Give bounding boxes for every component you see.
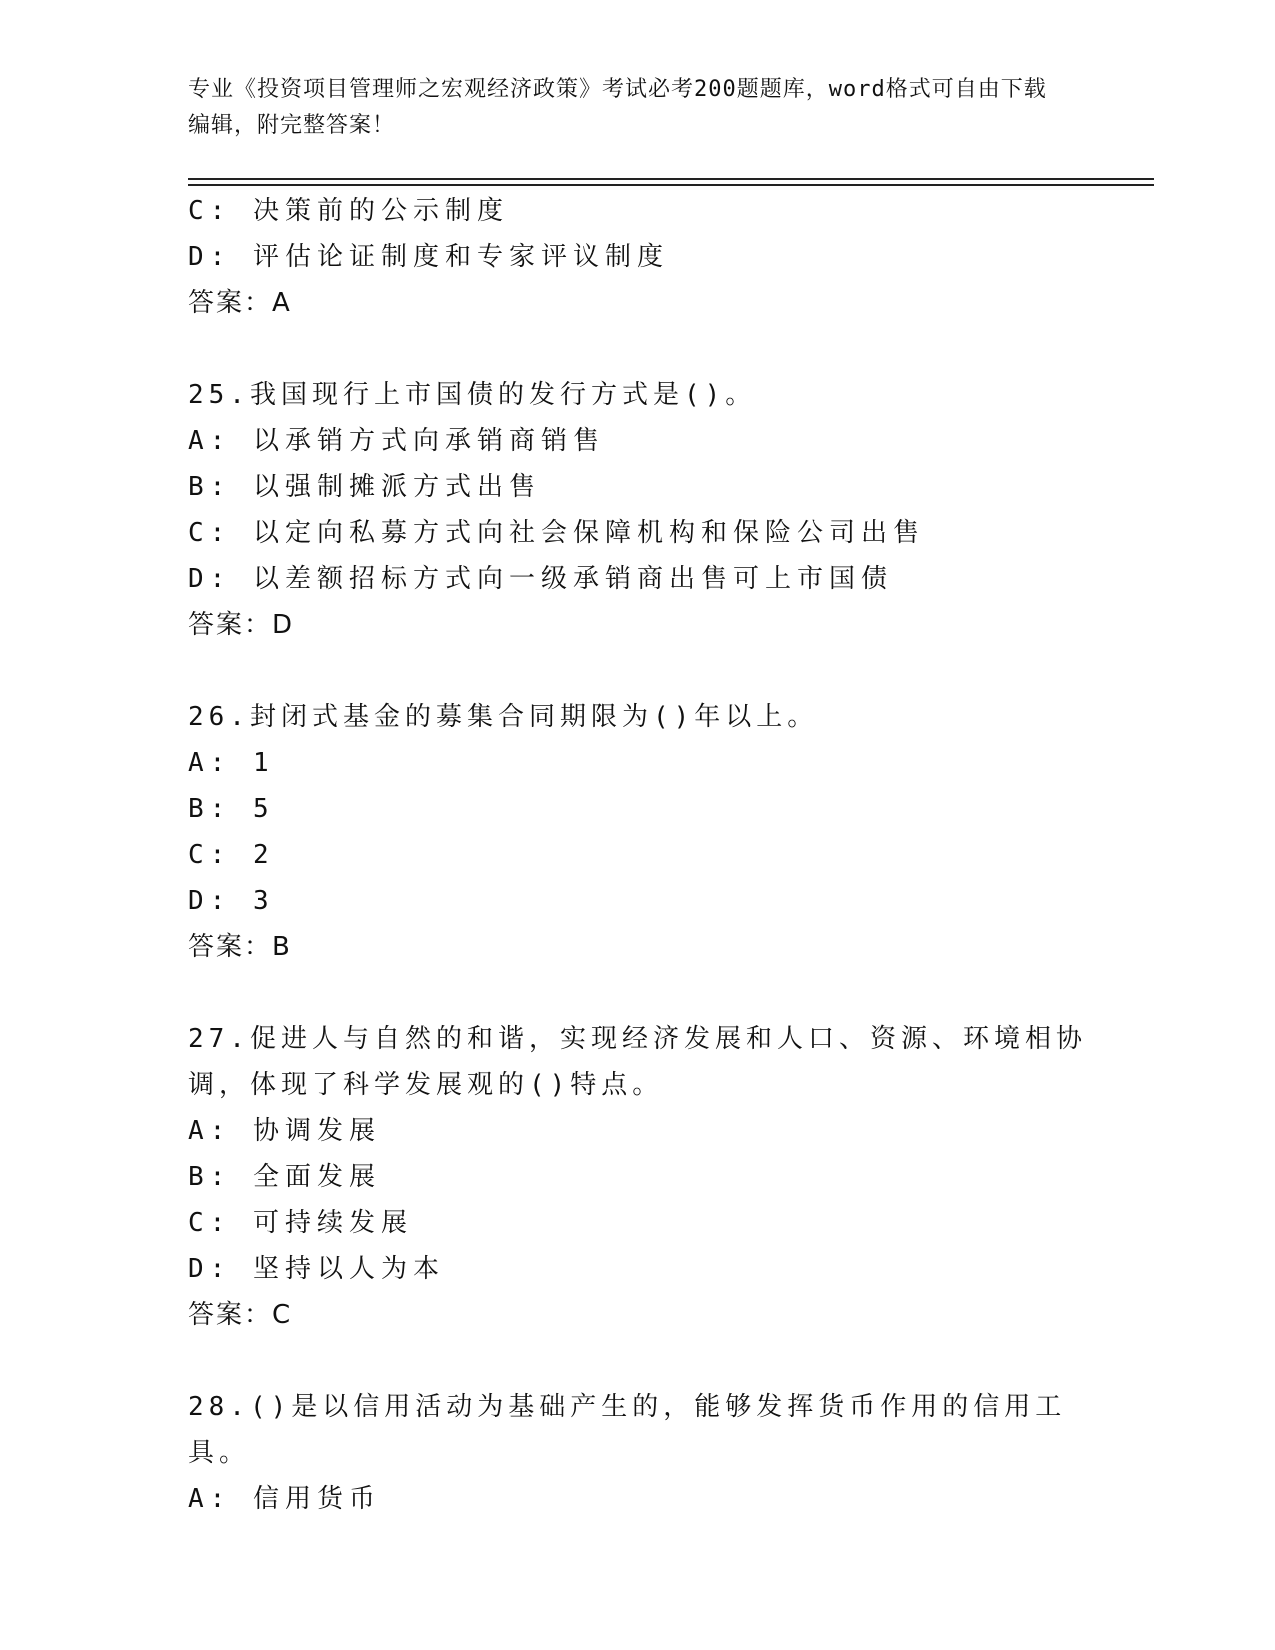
- question-28: [188, 1384, 1148, 1522]
- answer-line: 答案：B: [188, 932, 292, 962]
- spacer: [188, 326, 1148, 372]
- question-26: [188, 694, 1148, 970]
- option-d: D: 评估论证制度和专家评议制度: [188, 242, 669, 272]
- question-25: [188, 372, 1148, 648]
- option-c: C: 2: [188, 840, 275, 870]
- option-d: D: 坚持以人为本: [188, 1254, 445, 1284]
- document-body: [188, 188, 1148, 1522]
- option-d: D: 3: [188, 886, 275, 916]
- option-a: A: 1: [188, 748, 275, 778]
- answer-line: 答案：D: [188, 610, 295, 640]
- option-a: A: 信用货币: [188, 1484, 381, 1514]
- question-stem: 25.我国现行上市国债的发行方式是()。: [188, 380, 757, 410]
- option-b: B: 以强制摊派方式出售: [188, 472, 541, 502]
- answer-line: 答案：C: [188, 1300, 293, 1330]
- option-a: A: 协调发展: [188, 1116, 381, 1146]
- option-b: B: 全面发展: [188, 1162, 381, 1192]
- option-c: C: 以定向私募方式向社会保障机构和保险公司出售: [188, 518, 925, 548]
- question-27: [188, 1016, 1148, 1338]
- spacer: [188, 970, 1148, 1016]
- option-c: C: 可持续发展: [188, 1208, 413, 1238]
- question-stem: 26.封闭式基金的募集合同期限为()年以上。: [188, 702, 819, 732]
- spacer: [188, 648, 1148, 694]
- option-d: D: 以差额招标方式向一级承销商出售可上市国债: [188, 564, 893, 594]
- question-stem: 27.促进人与自然的和谐，实现经济发展和人口、资源、环境相协调，体现了科学发展观的()特点。: [188, 1024, 1087, 1100]
- answer-line: 答案：A: [188, 288, 292, 318]
- option-b: B: 5: [188, 794, 275, 824]
- question-24-continued: [188, 188, 1148, 326]
- document-header: 专业《投资项目管理师之宏观经济政策》考试必考200题题库，word格式可自由下载编辑，附完整答案！: [188, 77, 1047, 138]
- option-a: A: 以承销方式向承销商销售: [188, 426, 605, 456]
- option-c: C: 决策前的公示制度: [188, 196, 509, 226]
- header-divider-top: [188, 178, 1154, 180]
- header-divider-bottom: [188, 184, 1154, 186]
- spacer: [188, 1338, 1148, 1384]
- question-stem: 28.()是以信用活动为基础产生的，能够发挥货币作用的信用工具。: [188, 1392, 1067, 1468]
